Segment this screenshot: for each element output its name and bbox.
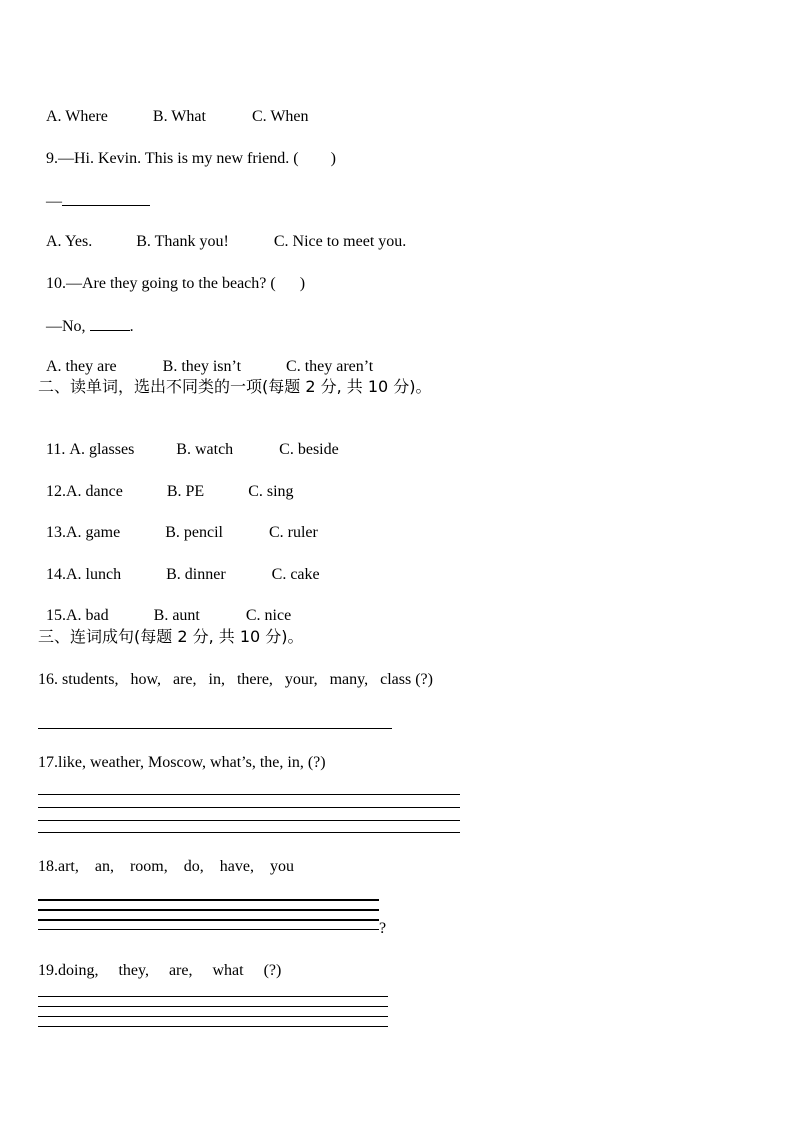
q10-stem-text: 10.—Are they going to the beach? ( xyxy=(46,275,276,292)
q10-reply xyxy=(38,296,134,337)
q9-stem-text: 9.—Hi. Kevin. This is my new friend. ( xyxy=(46,150,299,167)
section3-heading: 三、连词成句(每题 2 分, 共 10 分)。 xyxy=(38,627,304,646)
q14 xyxy=(38,545,320,585)
q18-answer-line-3[interactable] xyxy=(38,919,379,921)
q9-stem xyxy=(38,129,336,169)
q10-paren-close: ) xyxy=(299,275,306,292)
q13-number: 13. xyxy=(46,524,66,541)
q16-words: 16. students, how, are, in, there, your, many, class (?) xyxy=(38,671,433,688)
q18-question-mark: ? xyxy=(379,920,387,937)
q17-answer-line-4[interactable] xyxy=(38,832,460,833)
q14-option-b: B. dinner xyxy=(166,566,226,583)
q10-reply-suffix: . xyxy=(129,318,134,335)
q15-number: 15. xyxy=(46,607,66,624)
q13-option-a: A. game xyxy=(66,524,121,541)
q13-option-c: C. ruler xyxy=(268,524,318,541)
q19-answer-line-1[interactable] xyxy=(38,996,388,997)
q12-option-a: A. dance xyxy=(66,483,123,500)
q18-answer-line-2[interactable] xyxy=(38,909,379,911)
q11-number: 11. xyxy=(46,441,70,458)
q10-option-c: C. they aren’t xyxy=(286,358,374,375)
section2-heading: 二、读单词，选出不同类的一项(每题 2 分, 共 10 分)。 xyxy=(38,377,432,396)
q15 xyxy=(38,586,291,626)
q10-stem xyxy=(38,254,305,294)
q9-option-a: A. Yes. xyxy=(46,233,93,250)
q19-answer-line-3[interactable] xyxy=(38,1016,388,1017)
q9-option-b: B. Thank you! xyxy=(136,233,229,250)
q9-options xyxy=(38,212,406,252)
q13 xyxy=(38,503,318,543)
q16-answer-line[interactable] xyxy=(38,728,392,729)
q17-answer-line-3[interactable] xyxy=(38,820,460,821)
q15-option-a: A. bad xyxy=(66,607,109,624)
q17-answer-line-1[interactable] xyxy=(38,794,460,795)
q17-answer-line-2[interactable] xyxy=(38,807,460,808)
q9-paren-close: ) xyxy=(330,150,336,167)
q12-option-b: B. PE xyxy=(166,483,205,500)
q9-reply-dash: — xyxy=(46,193,62,210)
q8-option-c: C. When xyxy=(251,108,309,125)
q11-option-a: A. glasses xyxy=(69,441,135,458)
q10-option-a: A. they are xyxy=(46,358,117,375)
q14-number: 14. xyxy=(46,566,66,583)
q17-words: 17.like, weather, Moscow, what’s, the, in, (?) xyxy=(38,754,326,771)
q8-option-b: B. What xyxy=(152,108,206,125)
q8-option-a: A. Where xyxy=(46,108,108,125)
q18-answer-line-1[interactable] xyxy=(38,899,379,901)
q14-option-c: C. cake xyxy=(271,566,320,583)
q12-option-c: C. sing xyxy=(248,483,294,500)
q11-option-b: B. watch xyxy=(176,441,234,458)
q15-option-b: B. aunt xyxy=(153,607,200,624)
q19-words: 19.doing, they, are, what (?) xyxy=(38,962,282,979)
q11-option-c: C. beside xyxy=(279,441,339,458)
q15-option-c: C. nice xyxy=(245,607,292,624)
q9-option-c: C. Nice to meet you. xyxy=(273,233,407,250)
q10-options xyxy=(38,337,373,377)
q10-option-b: B. they isn’t xyxy=(162,358,242,375)
q19-answer-line-4[interactable] xyxy=(38,1026,388,1027)
q18-words: 18.art, an, room, do, have, you xyxy=(38,858,294,875)
q14-option-a: A. lunch xyxy=(66,566,122,583)
q9-answer-blank[interactable] xyxy=(62,191,150,206)
q8-options xyxy=(38,87,309,127)
q12 xyxy=(38,462,294,502)
q9-reply xyxy=(38,171,150,212)
q13-option-b: B. pencil xyxy=(165,524,223,541)
q11 xyxy=(38,420,339,460)
q10-answer-blank[interactable] xyxy=(90,316,130,331)
q18-answer-line-4[interactable] xyxy=(38,929,379,930)
q10-reply-prefix: —No, xyxy=(46,318,90,335)
q12-number: 12. xyxy=(46,483,66,500)
q19-answer-line-2[interactable] xyxy=(38,1006,388,1007)
